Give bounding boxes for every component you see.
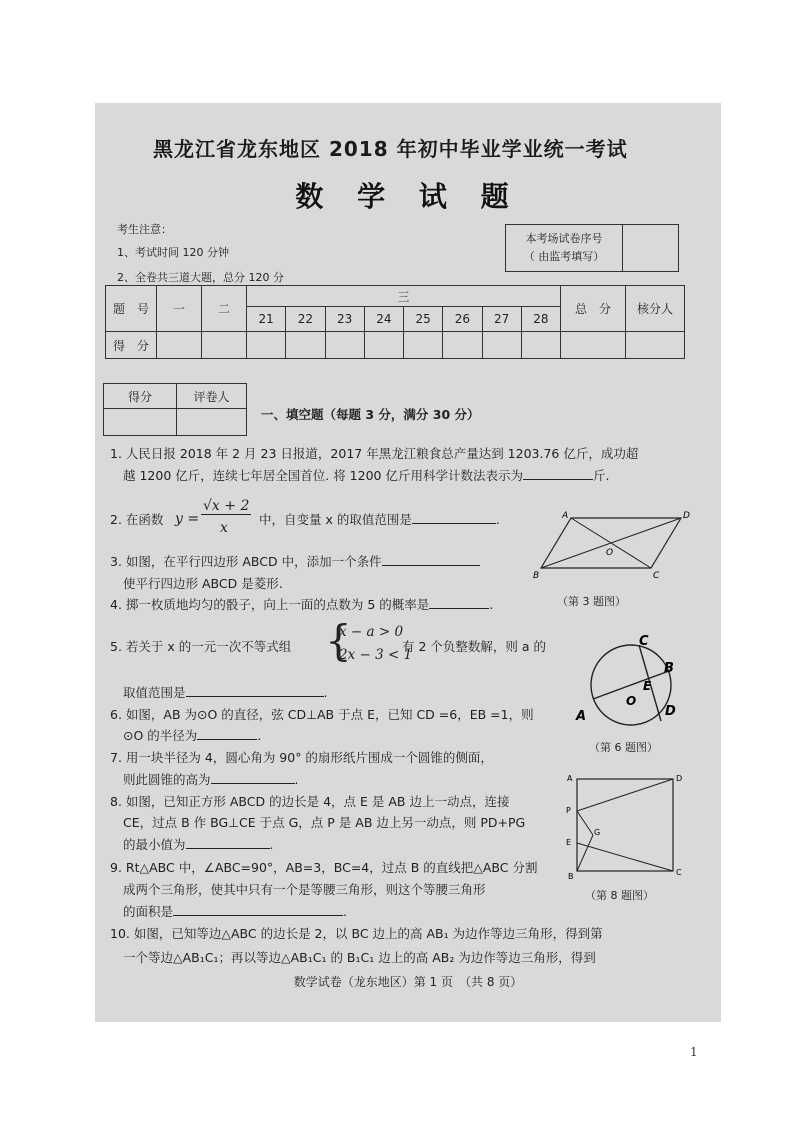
fig3-label: C <box>653 571 660 581</box>
question-9-line-2: 成两个三角形，使其中只有一个是等腰三角形，则这个等腰三角形 <box>123 882 486 897</box>
score-table-sub-col: 27 <box>482 307 521 332</box>
fig6-label: B <box>664 661 674 676</box>
fig3-label: B <box>533 571 540 581</box>
question-7-line-2: 则此圆锥的高为 . <box>123 772 299 787</box>
fig6-label: C <box>639 634 649 649</box>
score-table-sub-col: 23 <box>325 307 364 332</box>
fig6-label: E <box>643 679 652 693</box>
question-2: 2. 在函数 <box>110 512 164 527</box>
question-8-line-1: 8. 如图，已知正方形 ABCD 的边长是 4，点 E 是 AB 边上一动点，连接 <box>110 794 510 809</box>
fig8-label: D <box>676 774 683 783</box>
fig8-label: A <box>567 774 573 783</box>
page-number: 1 <box>690 1045 698 1059</box>
question-1-line-2: 越 1200 亿斤，连续七年居全国首位. 将 1200 亿斤用科学计数法表示为 斤. <box>123 468 610 483</box>
fig8-label: P <box>566 806 571 815</box>
score-table-row-label-question: 题 号 <box>106 286 157 332</box>
score-table-sub-col: 22 <box>286 307 325 332</box>
question-10-line-2: 一个等边△AB₁C₁；再以等边△AB₁C₁ 的 B₁C₁ 边上的高 AB₂ 为边作等边三角形，得到 <box>123 950 596 965</box>
exam-paper-photo: 黑龙江省龙东地区 2018 年初中毕业学业统一考试 数 学 试 题 考生注意： 1、考试时间 120 分钟 2、全卷共三道大题，总分 120 分 本考场试卷序号 （ 由监考填写） 题 号 一 二 三 总 分 核分人 21 22 23 24 25 26 27 28 得 分 得分 评卷人 一、填空题（每题 3 分，满分 30 分） 1. 人民日报 2018 年 2 月 23 日报道，2017 年黑龙江粮食总产量达到 1203.76 亿斤，成功超 越 1200 亿斤，连续七年居全国首位. 将 1200 亿斤用科学计数法表示为 斤. 2. 在函数 y = √x + 2 x 中，自变量 x 的取值范围是 . 3. 如图，在平行四边形 ABCD 中，添加一个条件 使平行四边形 ABCD 是菱形. 4. 掷一枚质地均匀的骰子，向上一面的点数为 5 的概率是 . 5. 若关于 x 的一元一次不等式组 { x − a > 0 2x − 3 < 1 有 2 个负整数解，则 a 的 取值范围是 . 6. 如图，AB 为⊙O 的直径，弦 CD⊥AB 于点 E，已知 CD =6，EB =1，则 ⊙O 的半径为 . 7. 用一块半径为 4，圆心角为 90° 的扇形纸片围成一个圆锥的侧面， 则此圆锥的高为 . 8. 如图，已知正方形 ABCD 的边长是 4，点 E 是 AB 边上一动点，连接 CE，过点 B 作 BG⊥CE 于点 G，点 P 是 AB 边上另一动点，则 PD+PG 的最小值为 . 9. Rt△ABC 中，∠ABC=90°，AB=3，BC=4，过点 B 的直线把△ABC 分割 成两个三角形，使其中只有一个是等腰三角形，则这个等腰三角形 的面积是 . 10. 如图，已知等边△ABC 的边长是 2，以 BC 边上的高 AB₁ 为边作等边三角形，得到第 一个等边△AB₁C₁；再以等边△AB₁C₁ 的 B₁C₁ 边上的高 AB₂ 为边作等边三角形，得到 A D B C O （第 3 题图） C B E O A D （第 6 题图） A D P G E B C （第 8 题图） 数学试卷（龙东地区）第 1 页 （共 8 页） <box>95 103 721 1022</box>
fig8-label: E <box>566 838 572 847</box>
seat-box-line-1: 本考场试卷序号 <box>525 232 603 245</box>
fig6-label: O <box>626 694 637 708</box>
score-table-sub-col: 25 <box>404 307 443 332</box>
figure-8-square <box>563 771 688 883</box>
question-6-line-1: 6. 如图，AB 为⊙O 的直径，弦 CD⊥AB 于点 E，已知 CD =6，EB =1，则 <box>110 707 534 722</box>
fig3-label: D <box>683 511 690 521</box>
question-5-line-1-rest: 有 2 个负整数解，则 a 的 <box>402 639 547 654</box>
seat-box-line-2: （ 由监考填写） <box>523 250 605 263</box>
fig3-label: A <box>562 511 569 521</box>
grader-box-score-label: 得分 <box>104 384 177 409</box>
question-7-line-1: 7. 用一块半径为 4，圆心角为 90° 的扇形纸片围成一个圆锥的侧面， <box>110 750 493 765</box>
question-5-line-1: 5. 若关于 x 的一元一次不等式组 <box>110 639 292 654</box>
question-6-line-2: ⊙O 的半径为 . <box>123 728 262 743</box>
score-table-col-3: 三 <box>247 286 561 307</box>
figure-8-caption: （第 8 题图） <box>585 889 654 902</box>
figure-6-circle <box>573 633 693 733</box>
score-table <box>105 285 685 359</box>
seat-number-box <box>505 224 679 272</box>
fig8-label: G <box>594 828 601 837</box>
fig8-label: C <box>676 868 682 877</box>
grader-box-grader-label: 评卷人 <box>177 384 247 409</box>
score-table-sub-col: 26 <box>443 307 482 332</box>
score-table-checker: 核分人 <box>626 286 685 332</box>
question-10-line-1: 10. 如图，已知等边△ABC 的边长是 2，以 BC 边上的高 AB₁ 为边作等边三角形，得到第 <box>110 926 603 941</box>
score-table-col-2: 二 <box>202 286 247 332</box>
figure-3-caption: （第 3 题图） <box>557 595 626 608</box>
score-table-sub-col: 28 <box>521 307 560 332</box>
question-2-rest: 中，自变量 x 的取值范围是 . <box>259 512 500 527</box>
exam-subtitle: 数 学 试 题 <box>295 180 521 213</box>
question-3-line-1: 3. 如图，在平行四边形 ABCD 中，添加一个条件 <box>110 553 480 570</box>
question-1-line-1: 1. 人民日报 2018 年 2 月 23 日报道，2017 年黑龙江粮食总产量达到 1203.76 亿斤，成功超 <box>110 446 639 461</box>
grader-box <box>103 383 247 436</box>
fig3-label: O <box>606 548 614 558</box>
score-table-total: 总 分 <box>561 286 626 332</box>
question-9-line-3: 的面积是 . <box>123 904 347 919</box>
section-1-heading: 一、填空题（每题 3 分，满分 30 分） <box>261 407 480 422</box>
question-8-line-3: 的最小值为 . <box>123 837 274 852</box>
page-footer: 数学试卷（龙东地区）第 1 页 （共 8 页） <box>293 975 523 989</box>
question-9-line-1: 9. Rt△ABC 中，∠ABC=90°，AB=3，BC=4，过点 B 的直线把△ABC 分割 <box>110 860 538 875</box>
score-table-col-1: 一 <box>157 286 202 332</box>
notice-line-2: 2、全卷共三道大题，总分 120 分 <box>117 271 284 284</box>
score-table-sub-col: 21 <box>247 307 286 332</box>
score-table-sub-col: 24 <box>364 307 403 332</box>
question-5-line-2: 取值范围是 . <box>123 685 328 700</box>
notice-heading: 考生注意： <box>117 223 172 236</box>
figure-6-caption: （第 6 题图） <box>589 741 658 754</box>
fig6-label: A <box>576 709 587 724</box>
fig6-label: D <box>665 704 676 719</box>
question-4: 4. 掷一枚质地均匀的骰子，向上一面的点数为 5 的概率是 . <box>110 597 494 612</box>
seat-number-cell <box>623 225 679 272</box>
question-3-line-2: 使平行四边形 ABCD 是菱形. <box>123 576 283 591</box>
fig8-label: B <box>568 872 574 881</box>
notice-line-1: 1、考试时间 120 分钟 <box>117 246 229 259</box>
exam-title: 黑龙江省龙东地区 2018 年初中毕业学业统一考试 <box>153 137 628 161</box>
score-table-row-label-score: 得 分 <box>106 332 157 359</box>
figure-3-parallelogram <box>531 508 691 590</box>
question-8-line-2: CE，过点 B 作 BG⊥CE 于点 G，点 P 是 AB 边上另一动点，则 PD+PG <box>123 815 526 830</box>
